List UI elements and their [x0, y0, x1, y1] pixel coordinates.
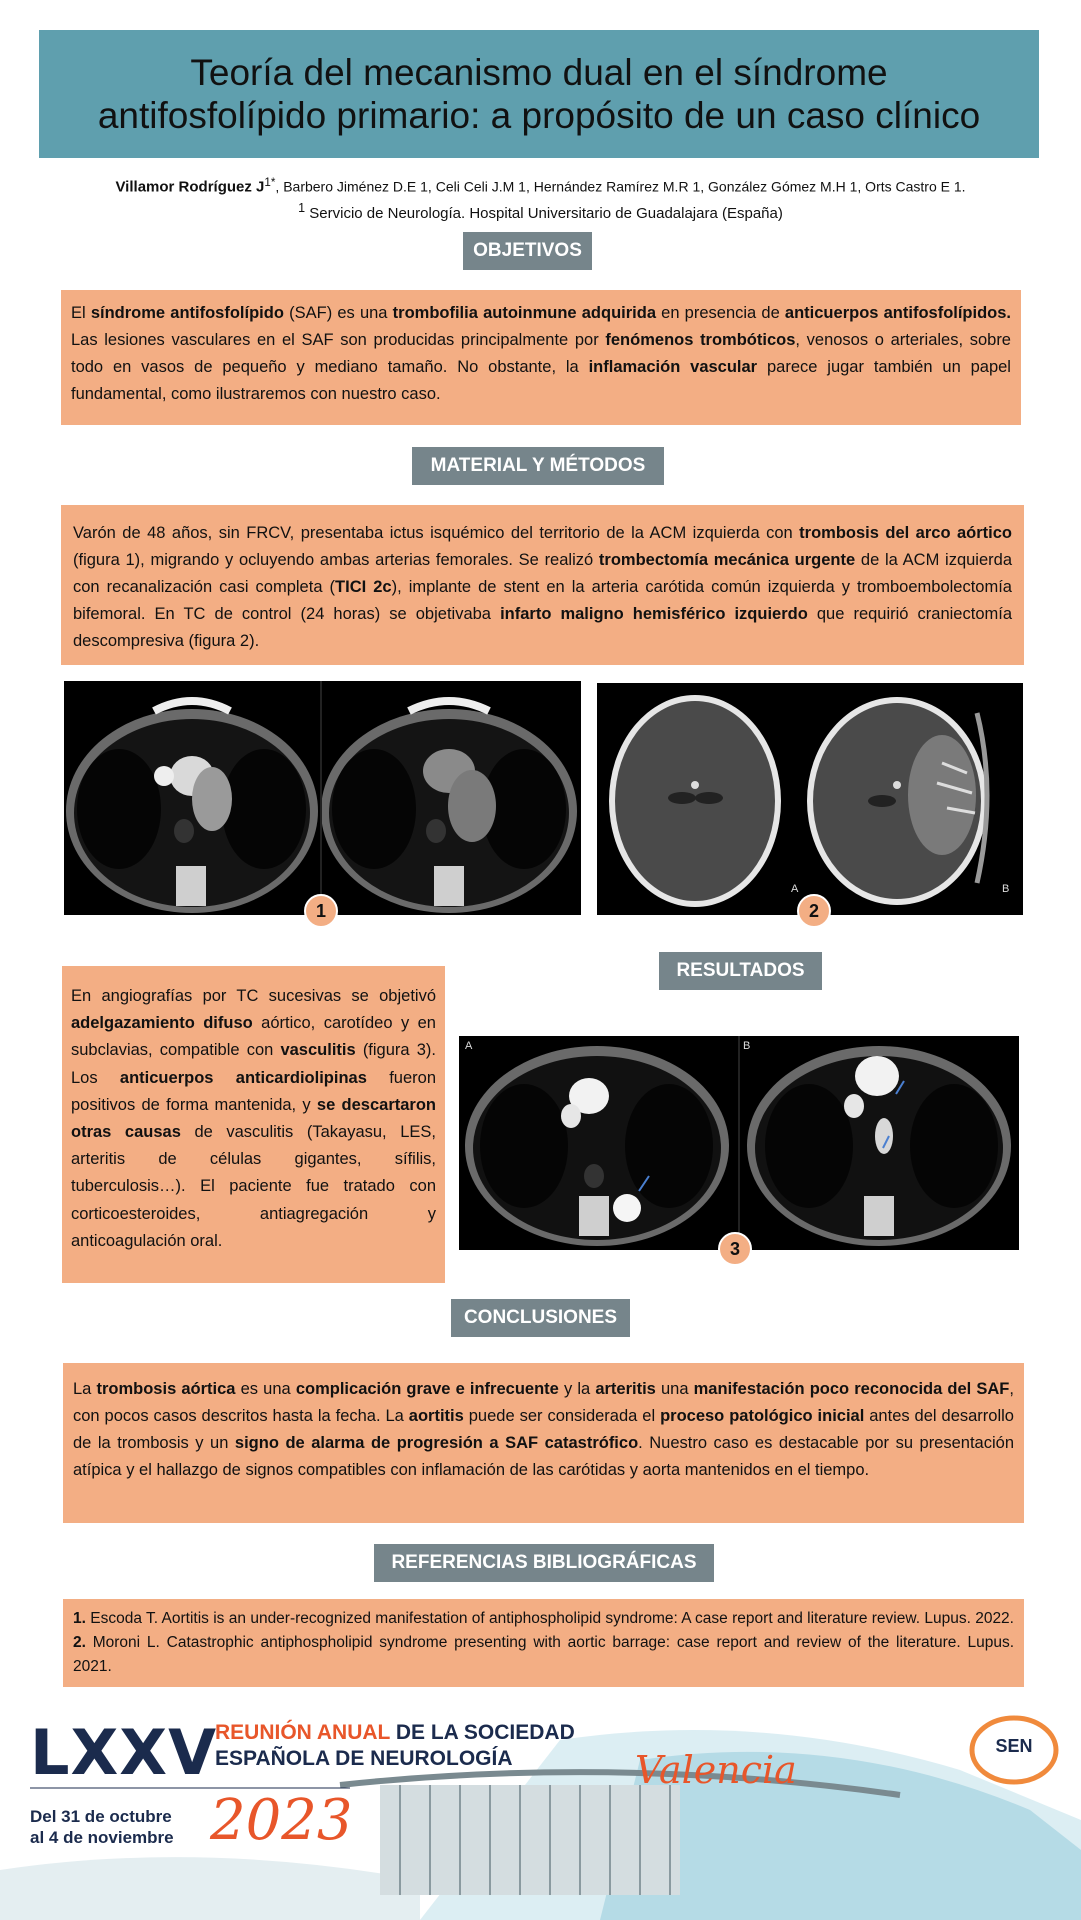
objetivos-text: El [71, 304, 91, 322]
objetivos-bold: síndrome antifosfolípido [90, 304, 284, 322]
referencias-heading: REFERENCIAS BIBLIOGRÁFICAS [374, 1544, 714, 1582]
lead-author-sup: 1* [264, 176, 276, 189]
figure-3-image [459, 1036, 1019, 1250]
resultados-box [62, 966, 445, 1283]
objetivos-bold: trombofilia autoinmune adquirida [392, 304, 656, 322]
dates-line-1: Del 31 de octubre [30, 1807, 172, 1826]
objetivos-heading: OBJETIVOS [463, 232, 592, 270]
conclusiones-bold: trombosis aórtica [96, 1380, 236, 1398]
resultados-bold: vasculitis [280, 1041, 356, 1060]
conclusiones-bold: manifestación poco reconocida del SAF [693, 1380, 1010, 1398]
reunion-line-1 [215, 1720, 575, 1746]
metodos-box [61, 505, 1024, 665]
resultados-text: (figura 3). Los [71, 1041, 436, 1087]
objetivos-bold: fenómenos trombóticos [605, 331, 796, 349]
reunion-title [215, 1720, 575, 1772]
metodos-text: Varón de 48 años, sin FRCV, presentaba ictus isquémico del territorio de la ACM izquierda con [73, 524, 800, 542]
metodos-text: de la ACM izquierda con recanalización casi completa ( [73, 551, 1012, 596]
figure-1-ct-chest [64, 681, 581, 915]
resultados-heading: RESULTADOS [659, 952, 822, 990]
objetivos-text: en presencia de [656, 304, 785, 322]
figure-2-image [597, 683, 1023, 915]
objetivos-text: parece jugar también un papel fundamental, como ilustraremos con nuestro caso. [71, 358, 1011, 403]
figure-2-ct-brain [597, 683, 1023, 915]
reference-number: 1. [73, 1610, 86, 1627]
resultados-text: de vasculitis (Takayasu, LES, arteritis de células gigantes, sífilis, tuberculosis…). El paciente fue tratado con corticoesteroides, antiagregación y anticoagulación oral. [71, 1123, 436, 1250]
figure-1-image [64, 681, 581, 915]
objetivos-text: Las lesiones vasculares en el SAF son producidas principalmente por [71, 331, 606, 349]
reference-2: Moroni L. Catastrophic antiphospholipid syndrome presenting with aortic barrage: case report and review of the literature. Lupus. 2021. [73, 1634, 1014, 1675]
conference-footer [0, 1700, 1081, 1920]
conference-dates [30, 1806, 174, 1848]
authors-block [0, 173, 1081, 224]
resultados-bold: anticuerpos anticardiolipinas [119, 1068, 367, 1087]
sen-logo-text: SEN [995, 1736, 1033, 1756]
conclusiones-text: antes del desarrollo de la trombosis y un [73, 1407, 1014, 1452]
objetivos-bold: inflamación vascular [588, 358, 758, 376]
objetivos-box [61, 290, 1021, 425]
conclusiones-text: , con pocos casos descritos hasta la fecha. La [73, 1380, 1014, 1425]
metodos-text: ), implante de stent en la arteria carótida común izquierda y tromboembolectomía bifemoral. En TC de control (24 horas) se objetivaba [73, 578, 1012, 623]
conclusiones-heading: CONCLUSIONES [451, 1299, 630, 1337]
conference-year: 2023 [210, 1788, 353, 1853]
conclusiones-text: y la [558, 1380, 596, 1398]
reunion-line-2: ESPAÑOLA DE NEUROLOGÍA [215, 1747, 513, 1770]
reference-1: Escoda T. Aortitis is an under-recognized manifestation of antiphospholipid syndrome: A case report and literature review. Lupus. 2022. [85, 1610, 1014, 1627]
conclusiones-bold: signo de alarma de progresión a SAF catastrófico [234, 1434, 639, 1452]
affiliation-sup: 1 [298, 200, 306, 215]
title-line-1: Teoría del mecanismo dual en el síndrome [190, 51, 888, 93]
metodos-text: (figura 1), migrando y ocluyendo ambas arterias femorales. Se realizó [73, 551, 599, 569]
metodos-bold: trombosis del arco aórtico [799, 524, 1013, 542]
conclusiones-box [63, 1363, 1024, 1523]
lead-author: Villamor Rodríguez J [115, 178, 265, 196]
figure-1-badge: 1 [304, 894, 338, 928]
conclusiones-text: puede ser considerada el [463, 1407, 661, 1425]
affiliation [0, 198, 1081, 224]
conclusiones-bold: proceso patológico inicial [660, 1407, 865, 1425]
reunion-dark-text: DE LA SOCIEDAD [390, 1721, 575, 1744]
conclusiones-bold: arteritis [595, 1380, 656, 1398]
conclusiones-text: . Nuestro caso es destacable por su presentación atípica y el hallazgo de signos compatibles con inflamación de las carótidas y aorta mantenidos en el tiempo. [73, 1434, 1014, 1479]
title-line-2: antifosfolípido primario: a propósito de un caso clínico [97, 95, 981, 136]
figure-2-label-b: B [1002, 883, 1010, 895]
metodos-bold: trombectomía mecánica urgente [598, 551, 856, 569]
resultados-bold: adelgazamiento difuso [71, 1014, 253, 1033]
reunion-orange-text: REUNIÓN ANUAL [215, 1721, 391, 1744]
objetivos-text: (SAF) es una [283, 304, 393, 322]
figure-3-label-a: A [465, 1040, 473, 1052]
objetivos-bold: anticuerpos antifosfolípidos. [784, 304, 1012, 322]
poster-title [39, 30, 1039, 158]
conclusiones-text: una [655, 1380, 694, 1398]
resultados-bold: se descartaron otras causas [71, 1095, 436, 1142]
figure-2-label-a: A [791, 883, 799, 895]
conclusiones-bold: complicación grave e infrecuente [295, 1380, 559, 1398]
figure-3-angio-ct [459, 1036, 1019, 1250]
edition-number: LXXV [30, 1716, 218, 1789]
metodos-heading: MATERIAL Y MÉTODOS [412, 447, 664, 485]
conclusiones-bold: aortitis [408, 1407, 464, 1425]
conference-city: Valencia [635, 1748, 797, 1792]
conclusiones-text: La [73, 1380, 97, 1398]
sen-logo [968, 1714, 1060, 1786]
resultados-text: aórtico, carotídeo y en subclavias, compatible con [71, 1014, 436, 1060]
co-authors: , Barbero Jiménez D.E 1, Celi Celi J.M 1, Hernández Ramírez M.R 1, González Gómez M.H 1, Orts Castro E 1. [275, 178, 966, 195]
author-list [0, 173, 1081, 198]
metodos-text: que requirió craniectomía descompresiva (figura 2). [73, 605, 1013, 650]
metodos-bold: TICI 2c [335, 578, 392, 596]
reference-number: 2. [73, 1634, 86, 1651]
metodos-bold: infarto maligno hemisférico izquierdo [500, 605, 808, 623]
affiliation-text: Servicio de Neurología. Hospital Universitario de Guadalajara (España) [309, 204, 783, 222]
figure-3-badge: 3 [718, 1232, 752, 1266]
resultados-text: fueron positivos de forma mantenida, y [71, 1068, 436, 1114]
conclusiones-text: es una [235, 1380, 296, 1398]
referencias-box [63, 1599, 1024, 1687]
objetivos-text: , venosos o arteriales, sobre todo en vasos de pequeño y mediano tamaño. No obstante, la [71, 331, 1011, 376]
dates-line-2: al 4 de noviembre [30, 1828, 174, 1847]
figure-3-label-b: B [743, 1040, 751, 1052]
resultados-text: En angiografías por TC sucesivas se objetivó [71, 987, 436, 1005]
figure-2-badge: 2 [797, 894, 831, 928]
